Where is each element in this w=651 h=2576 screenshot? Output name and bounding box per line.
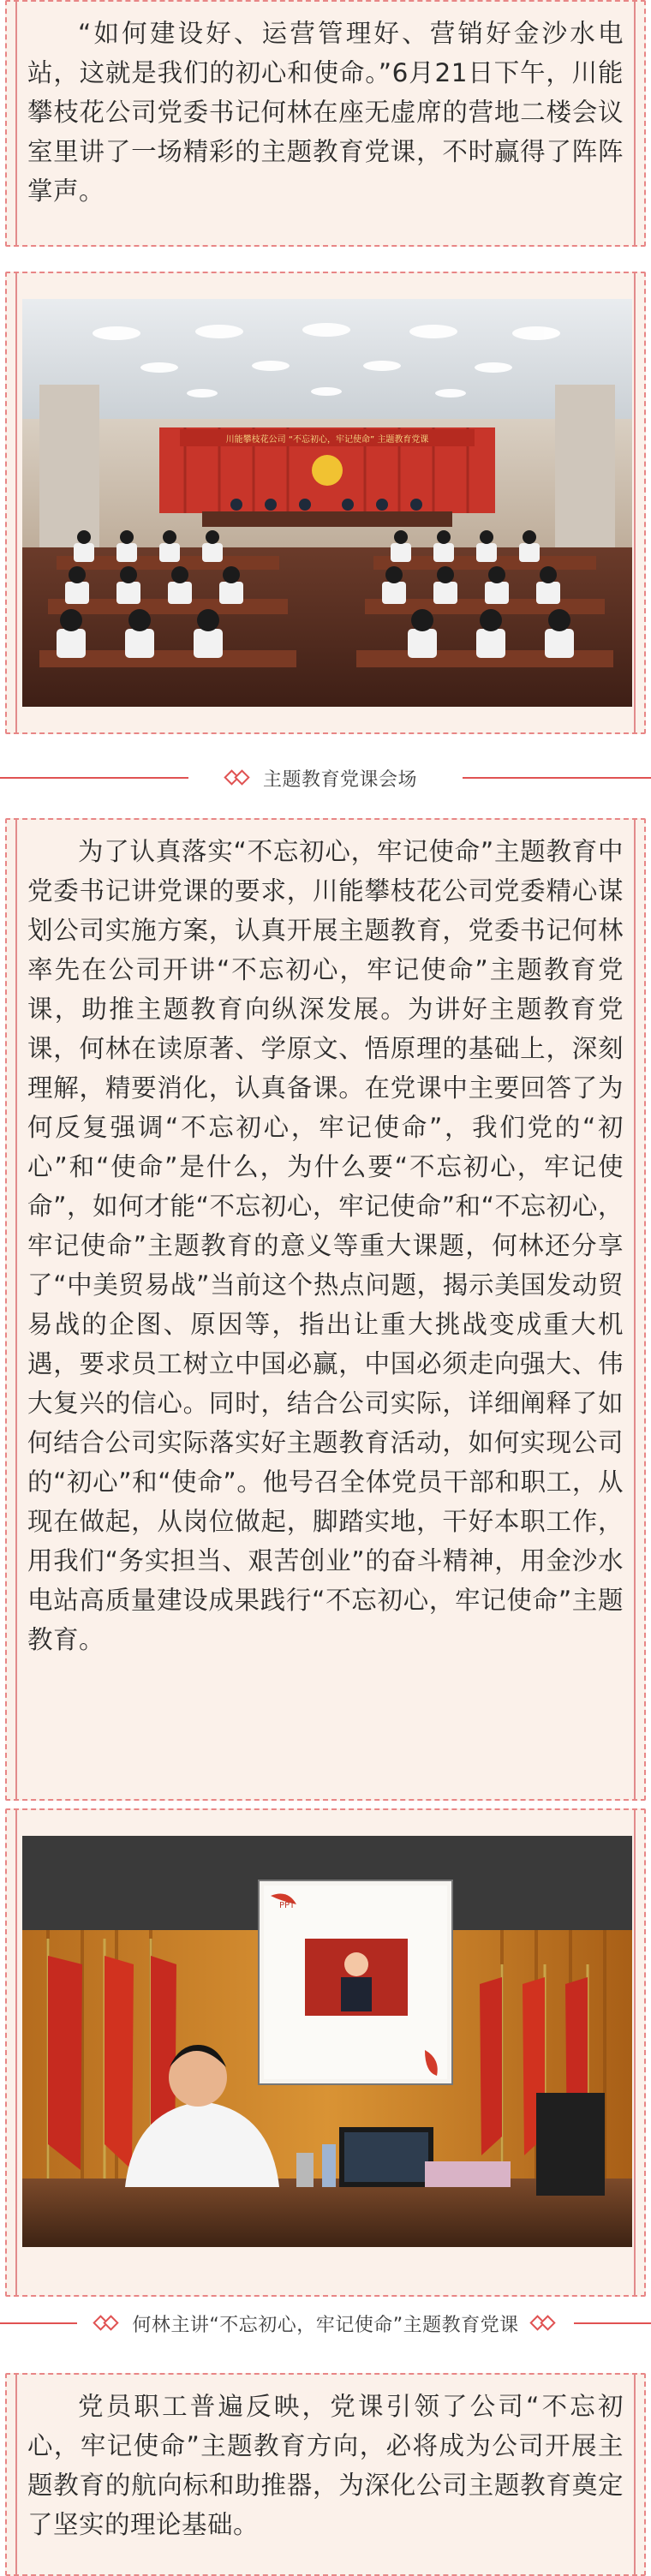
diamond-left-icon [224, 769, 253, 786]
photo-caption-row-2 [0, 2306, 651, 2340]
photo-caption-row-1 [0, 761, 651, 795]
photo-caption: 主题教育党课会场 [253, 765, 427, 792]
lecture-photo-panel [5, 1808, 646, 2297]
intro-paragraph: “如何建设好、运营管理好、营销好金沙水电站，这就是我们的初心和使命。”6月21日下午，川能攀枝花公司党委书记何林在座无虚席的营地二楼会议室里讲了一场精彩的主题教育党课，不时赢得了阵阵掌声。 [27, 19, 624, 206]
photo-caption: 何林主讲“不忘初心，牢记使命”主题教育党课 [122, 2310, 529, 2337]
lecture-photo [22, 1836, 632, 2247]
meeting-room-photo [22, 299, 632, 707]
intro-panel [5, 0, 646, 247]
main-body-panel [5, 818, 646, 1801]
meeting-photo-panel [5, 272, 646, 734]
screen-title: PPT [279, 1901, 296, 1910]
meeting-banner-text: 川能攀枝花公司 “不忘初心，牢记使命” 主题教育党课 [225, 435, 429, 445]
diamond-left-icon [93, 2315, 122, 2332]
main-paragraph: 为了认真落实“不忘初心，牢记使命”主题教育中党委书记讲党课的要求，川能攀枝花公司党委精心谋划公司实施方案，认真开展主题教育，党委书记何林率先在公司开讲“不忘初心，牢记使命”主题教育党课，助推主题教育向纵深发展。为讲好主题教育党课，何林在读原著、学原文、悟原理的基础上，深刻理解，精要消化，认真备课。在党课中主要回答了为何反复强调“不忘初心，牢记使命”，我们党的“初心”和“使命”是什么，为什么要“不忘初心，牢记使命”，如何才能“不忘初心，牢记使命”和“不忘初心，牢记使命”主题教育的意义等重大课题，何林还分享了“中美贸易战”当前这个热点问题，揭示美国发动贸易战的企图、原因等，指出让重大挑战变成重大机遇，要求员工树立中国必赢，中国必须走向强大、伟大复兴的信心。同时，结合公司实际，详细阐释了如何结合公司实际落实好主题教育活动，如何实现公司的“初心”和“使命”。他号召全体党员干部和职工，从现在做起，从岗位做起，脚踏实地，干好本职工作，用我们“务实担当、艰苦创业”的奋斗精神，用金沙水电站高质量建设成果践行“不忘初心，牢记使命”主题教育。 [27, 837, 624, 1654]
closing-panel [5, 2373, 646, 2576]
diamond-right-icon [529, 2315, 558, 2332]
closing-paragraph: 党员职工普遍反映，党课引领了公司“不忘初心，牢记使命”主题教育方向，必将成为公司开展主题教育的航向标和助推器，为深化公司主题教育奠定了坚实的理论基础。 [27, 2392, 624, 2539]
